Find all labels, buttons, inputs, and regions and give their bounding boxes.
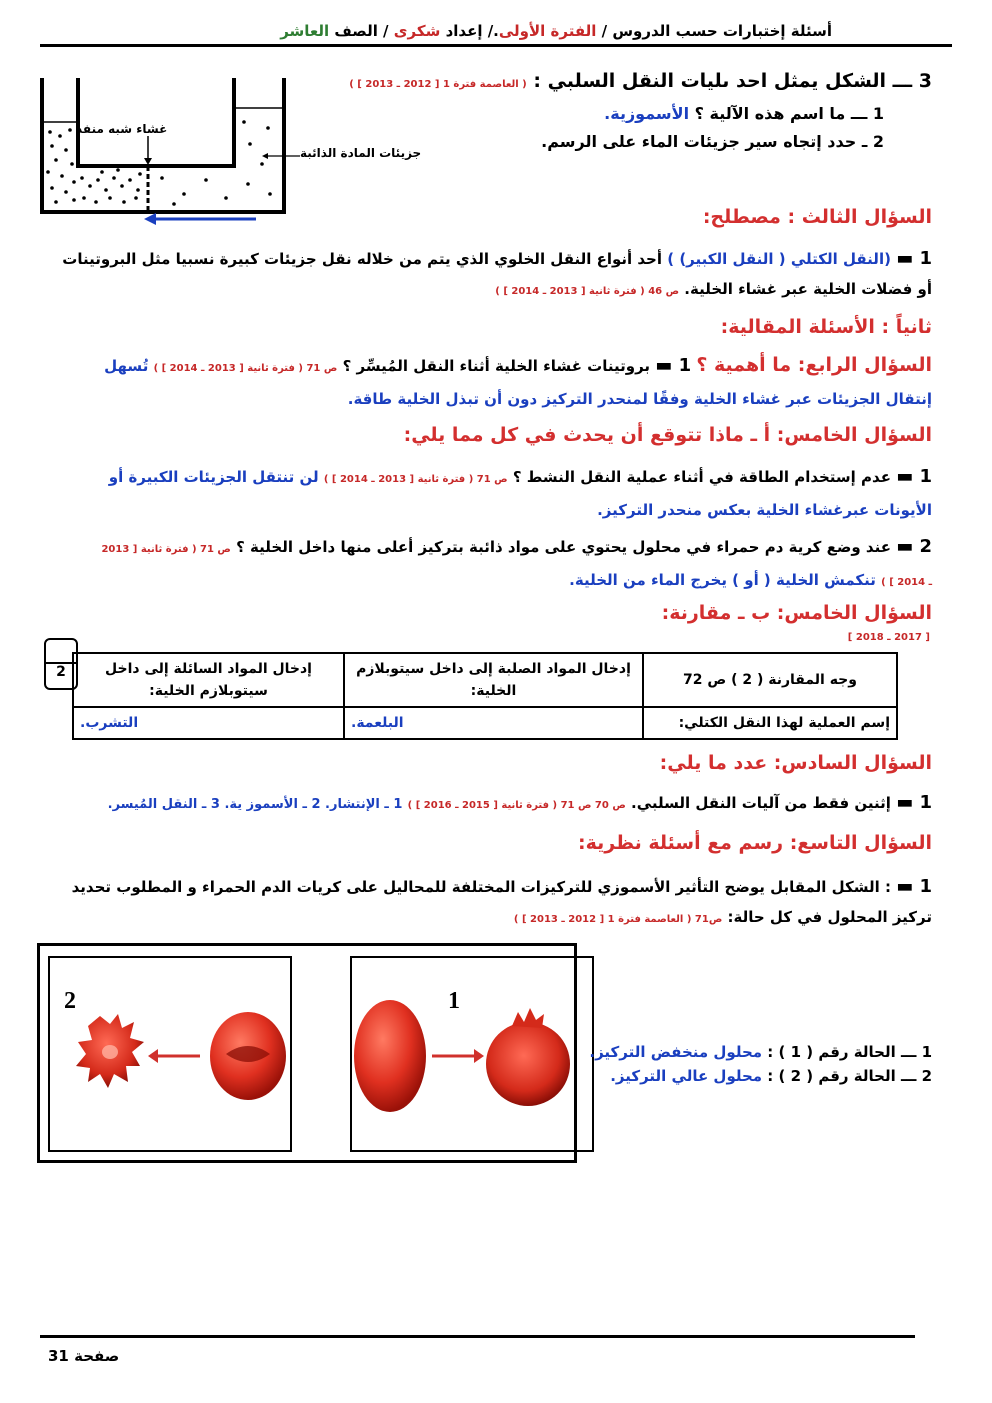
s9-num: 1 ▬ xyxy=(896,876,932,897)
header-text: / الصف xyxy=(334,22,389,40)
s6-body xyxy=(52,788,932,821)
q3-sub1-answer: الأسموزية. xyxy=(604,104,690,123)
label-solute: جزيئات المادة الذائبة xyxy=(300,146,422,160)
s3-text2: أو فضلات الخلية عبر غشاء الخلية. xyxy=(684,280,932,298)
lysed-cell-icon xyxy=(486,1022,570,1106)
s3-body xyxy=(52,244,932,307)
s9-text2: تركيز المحلول في كل حالة: xyxy=(727,908,932,926)
header-author: شكرى xyxy=(393,22,441,40)
rbc-case1-drawing xyxy=(352,958,592,1150)
page-number: صفحة 31 xyxy=(48,1347,120,1365)
s5a-text1: عدم إستخدام الطاقة في أثناء عملية النقل النشط ؟ xyxy=(512,468,891,486)
header-text: ./ إعداد xyxy=(445,22,499,40)
s9-case1-answer: محلول منخفض التركيز. xyxy=(589,1043,763,1061)
s3-num: 1 ▬ xyxy=(896,248,932,269)
rbc-figure xyxy=(37,943,577,1163)
header-text: أسئلة إختبارات حسب الدروس / xyxy=(601,22,832,40)
q3-title-text: 3 ـــ الشكل يمثل احد ىليات النقل السلبي : xyxy=(533,70,932,92)
table-cell xyxy=(643,707,897,739)
q3-sub1-label: 1 ـــ ما اسم هذه الآلية ؟ xyxy=(694,104,884,123)
s4-answer2: إنتقال الجزيئات عبر غشاء الخلية وفقًا لمنحدر التركيز دون أن تبذل الخلية طاقة. xyxy=(347,390,932,408)
table-cell xyxy=(73,707,344,739)
swollen-cell-icon xyxy=(354,1000,426,1112)
footer-rule xyxy=(40,1335,915,1338)
table-row xyxy=(73,707,897,739)
s5a-item2 xyxy=(52,532,932,598)
s6-text: إثنين فقط من آليات النقل السلبي. xyxy=(631,794,891,812)
rbc-case2-drawing xyxy=(50,958,290,1150)
s5a-num1: 1 ▬ xyxy=(896,466,932,487)
q3-ref: ( العاصمة فترة 1 [ 2012 ـ 2013 ] ) xyxy=(349,79,527,90)
s4-body xyxy=(52,350,932,414)
s5a-answer1a: لن تنتقل الجزيئات الكبيرة أو xyxy=(108,468,319,486)
s6-answer: 1 ـ الإنتشار. 2 ـ الأسموز ية. 3 ـ النقل المُيسر. xyxy=(107,797,403,812)
table-cell xyxy=(643,653,897,707)
rbc-case2-panel xyxy=(48,956,292,1152)
q3-sub1 xyxy=(604,104,884,123)
s5a-answer2: تنكمش الخلية ( أو ) يخرج الماء من الخلية. xyxy=(569,571,876,589)
s9-case2-label: 2 ـــ الحالة رقم ( 2 ) : xyxy=(767,1067,932,1085)
s5a-num2: 2 ▬ xyxy=(896,536,932,557)
s4-num: 1 ▬ xyxy=(655,355,692,376)
rbc-case1-number: 1 xyxy=(448,988,460,1014)
s4-text: بروتينات غشاء الخلية أثناء النقل المُيسِّر ؟ xyxy=(342,357,651,375)
cell-text: إدخال المواد الصلبة إلى داخل سيتوبلازم الخلية: xyxy=(356,661,631,699)
s3-answer: (النقل الكتلي ( النقل الكبير) ) xyxy=(667,250,891,268)
u-tube xyxy=(42,78,284,212)
s9-case1-label: 1 ـــ الحالة رقم ( 1 ) : xyxy=(767,1043,932,1061)
header-grade: العاشر xyxy=(280,22,330,40)
cell-text: إدخال المواد السائلة إلى داخل سيتوبلازم الخلية: xyxy=(105,661,312,699)
table-cell xyxy=(344,707,643,739)
cell-text: إسم العملية لهذا النقل الكتلي: xyxy=(678,715,890,731)
s9-heading: السؤال التاسع: رسم مع أسئلة نظرية: xyxy=(578,832,932,854)
part2-heading: ثانياً : الأسئلة المقالية: xyxy=(720,316,932,338)
s5b-ref: [ 2017 ـ 2018 ] xyxy=(847,632,930,643)
s5a-item1 xyxy=(52,462,932,525)
score-value: 2 xyxy=(56,664,66,680)
s9-body xyxy=(52,872,932,935)
s9-case2-answer: محلول عالي التركيز. xyxy=(610,1067,763,1085)
s9-ref: ص71 ( العاصمة فترة 1 [ 2012 ـ 2013 ] ) xyxy=(513,914,723,925)
s3-ref: ص 46 ( فترة ثانية [ 2013 ـ 2014 ] ) xyxy=(495,286,680,297)
table-cell xyxy=(73,653,344,707)
s5a-text2: عند وضع كرية دم حمراء في محلول يحتوي على مواد ذائبة بتركيز أعلى منها داخل الخلية ؟ xyxy=(236,538,891,556)
s3-heading: السؤال الثالث : مصطلح: xyxy=(702,206,932,228)
s3-text: أحد أنواع النقل الخلوي الذي يتم من خلاله نقل جزيئات كبيرة نسبيا مثل البروتينات xyxy=(62,250,663,268)
s6-num: 1 ▬ xyxy=(896,792,932,813)
s4-answer1: تُسهل xyxy=(104,357,149,375)
page-header xyxy=(280,22,832,40)
s5a-ref2b: ـ 2014 ] ) xyxy=(881,577,932,588)
s5a-answer1b: الأيونات عبرغشاء الخلية بعكس منحدر التركيز. xyxy=(597,501,932,519)
s6-heading: السؤال السادس: عدد ما يلي: xyxy=(659,752,932,774)
s5a-heading: السؤال الخامس: أ ـ ماذا تتوقع أن يحدث في كل مما يلي: xyxy=(403,424,932,446)
s5b-heading: السؤال الخامس: ب ـ مقارنة: xyxy=(661,602,932,624)
s4-heading: السؤال الرابع: ما أهمية ؟ xyxy=(696,354,932,376)
s4-ref: ص 71 ( فترة ثانية [ 2013 ـ 2014 ] ) xyxy=(153,363,338,374)
q3-sub2: 2 ـ حدد إتجاه سير جزيئات الماء على الرسم. xyxy=(541,132,884,151)
table-cell xyxy=(344,653,643,707)
cell-text: البلعمة. xyxy=(351,715,404,731)
s9-case2 xyxy=(562,1064,932,1088)
table-row xyxy=(73,653,897,707)
header-period: الفترة الأولى xyxy=(498,22,597,40)
label-membrane: غشاء شبه منفذ xyxy=(76,122,168,136)
comparison-table xyxy=(72,652,898,740)
cell-text: وجه المقارنة ( 2 ) ص 72 xyxy=(683,672,857,688)
s9-text1: : الشكل المقابل يوضح التأثير الأسموزي للتركيزات المختلفة للمحاليل على كريات الدم الحمراء و المطلوب تحديد xyxy=(71,878,891,896)
rbc-case2-number: 2 xyxy=(64,988,76,1014)
header-rule xyxy=(40,44,952,47)
rbc-case1-panel xyxy=(350,956,594,1152)
s5a-ref1: ص 71 ( فترة ثانية [ 2013 ـ 2014 ] ) xyxy=(323,474,508,485)
s6-ref: ص 70 ص 71 ( فترة ثانية [ 2015 ـ 2016 ] ) xyxy=(407,800,626,811)
cell-text: التشرب. xyxy=(80,715,139,731)
s9-case1 xyxy=(562,1040,932,1064)
s9-answers xyxy=(562,1040,932,1088)
s5a-ref2: ص 71 ( فترة ثانية [ 2013 xyxy=(101,544,231,555)
